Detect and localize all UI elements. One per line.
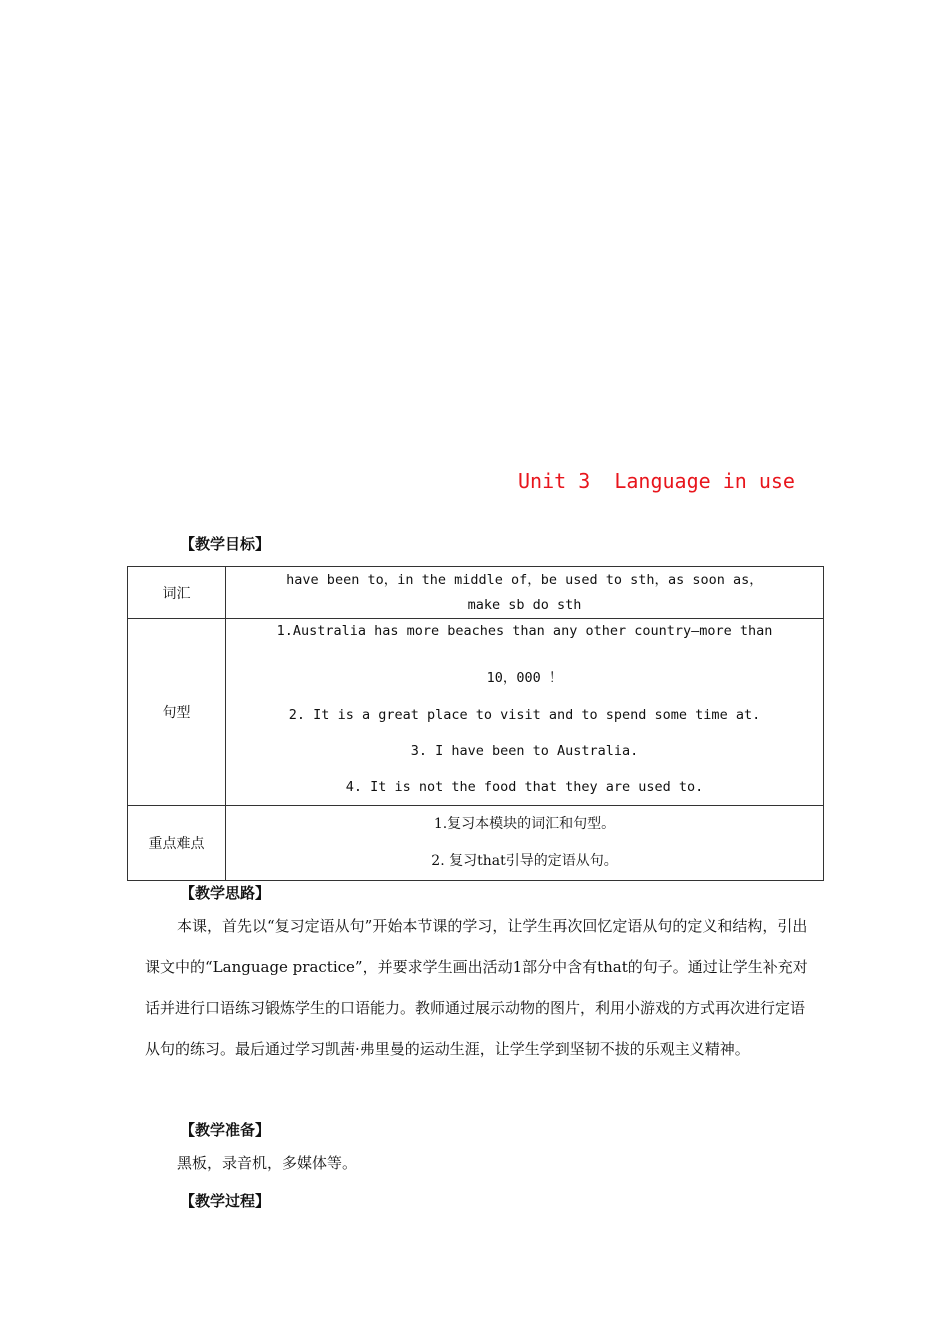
vocab-line-2: make sb do sth	[467, 596, 582, 613]
sentence-line-1: 1.Australia has more beaches than any other country—more than	[276, 623, 773, 639]
approach-text: 本课，首先以“复习定语从句”开始本节课的学习，让学生再次回忆定语从句的定义和结构，引出课文中的“Language practice”，并要求学生画出活动1部分中含有that的句子。通过让学生补充对话并进行口语练习锻炼学生的口语能力。教师通过展示动物的图片，利用小游戏的方式再次进行定语从句的练习。最后通过学习凯茜·弗里曼的运动生涯，让学生学到坚韧不拔的乐观主义精神。	[145, 917, 808, 1058]
approach-paragraph	[145, 906, 809, 1070]
process-heading: 【教学过程】	[180, 1192, 271, 1210]
sentence-line-5: 4. It is not the food that they are used to.	[345, 779, 704, 795]
objectives-table	[127, 566, 824, 881]
row-label-vocabulary: 词汇	[128, 567, 226, 619]
row-label-sentences: 句型	[128, 619, 226, 806]
table-row-vocabulary	[128, 567, 824, 619]
key-point-line-2: 2. 复习that引导的定语从句。	[431, 853, 618, 869]
table-row-key-points	[128, 806, 824, 881]
vocab-line-1: have been to，in the middle of，be used to sth，as soon as，	[286, 571, 763, 588]
row-label-key-points: 重点难点	[128, 806, 226, 881]
preparation-heading: 【教学准备】	[180, 1121, 271, 1139]
table-row-sentences	[128, 619, 824, 806]
key-point-line-1: 1.复习本模块的词汇和句型。	[433, 816, 616, 832]
preparation-text: 黑板，录音机，多媒体等。	[177, 1154, 358, 1172]
unit-title: Unit 3 Language in use	[518, 469, 795, 493]
objectives-heading: 【教学目标】	[180, 535, 271, 553]
preparation-paragraph	[145, 1143, 809, 1184]
approach-heading: 【教学思路】	[180, 884, 271, 902]
sentence-line-4: 3. I have been to Australia.	[410, 743, 639, 759]
sentence-line-3: 2. It is a great place to visit and to spend some time at.	[288, 707, 761, 723]
sentence-line-2: 10，000 ！	[486, 670, 563, 686]
